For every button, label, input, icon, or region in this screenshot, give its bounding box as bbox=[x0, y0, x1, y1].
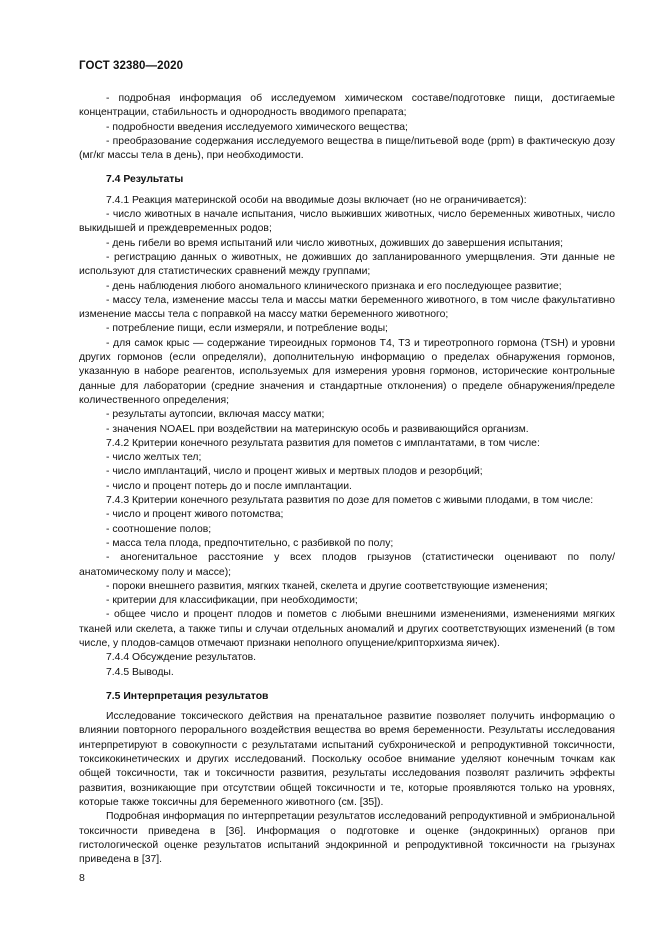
list-item: - критерии для классификации, при необходимости; bbox=[106, 595, 358, 607]
list-item: - число желтых тел; bbox=[106, 452, 202, 464]
list-item: - пороки внешнего развития, мягких тканей, скелета и другие соответствующие изменения; bbox=[106, 580, 548, 592]
document-body bbox=[79, 92, 615, 867]
clause-7-4-5: 7.4.5 Выводы. bbox=[106, 666, 174, 678]
list-item: - число имплантаций, число и процент живых и мертвых плодов и резорбций; bbox=[106, 466, 483, 478]
list-item: - день наблюдения любого аномального клинического признака и его последующее развитие; bbox=[106, 280, 562, 292]
page-header-standard: ГОСТ 32380—2020 bbox=[79, 60, 184, 72]
list-item: - число и процент живого потомства; bbox=[106, 509, 284, 521]
section-7-5-paragraph-1: Исследование токсического действия на пренатальное развитие позволяет получить информацию о влиянии повторного перорального воздействия вещества во время беременности. Результаты исследования интерпретируют в совокупности с результатами испытаний субхронической и репродуктивной токсичности, токсикокинетических и других исследований. Поскольку особое внимание уделяют конечным точкам как общей токсичности, так и токсичности развития, результаты исследования позволят различить эффекты развития, возникающие при отсутствии общей токсичности и те, которые проявляются только на уровнях, которые также токсичны для беременного животного (см. [35]). bbox=[79, 711, 615, 808]
clause-7-4-2-title: 7.4.2 Критерии конечного результата развития для пометов с имплантатами, в том числе: bbox=[106, 437, 540, 449]
list-item: - общее число и процент плодов и пометов с любыми внешними изменениями, изменениями мягких тканей или скелета, а также типы и случаи отдельных аномалий и других соответствующих изменений (в том числе, у плодов-самцов отмечают признаки неполного опущение/крипторхизма яичек). bbox=[79, 609, 615, 649]
clause-7-4-4: 7.4.4 Обсуждение результатов. bbox=[106, 652, 257, 664]
section-7-4-title: 7.4 Результаты bbox=[106, 174, 184, 186]
section-7-5-title: 7.5 Интерпретация результатов bbox=[106, 690, 269, 702]
section-7-5-paragraph-2: Подробная информация по интерпретации результатов исследований репродуктивной и эмбриональной токсичности приведена в [36]. Информация о подготовке и оценке (эндокринных) органов при гистологической оценке результатов испытаний эндокринной и репродуктивной токсичности на грызунах приведена в [37]. bbox=[79, 811, 615, 866]
list-item: - число животных в начале испытания, число выживших животных, число беременных животных, число выкидышей и преждевременных родов; bbox=[79, 209, 615, 235]
clause-7-4-3-title: 7.4.3 Критерии конечного результата развития по дозе для пометов с живыми плодами, в том числе: bbox=[106, 495, 594, 507]
list-item: - потребление пищи, если измеряли, и потребление воды; bbox=[106, 323, 388, 335]
page-number: 8 bbox=[79, 872, 85, 884]
list-item: - результаты аутопсии, включая массу матки; bbox=[106, 409, 325, 421]
clause-7-4-1-title: 7.4.1 Реакция материнской особи на вводимые дозы включает (но не ограничивается): bbox=[106, 194, 527, 206]
list-item: - для самок крыс — содержание тиреоидных гормонов Т4, Т3 и тиреотропного гормона (TSH) и уровни других гормонов (если определяли), дополнительную информацию о пределах обнаружения гормонов, указанную в наборе реагентов, используемых для измерения уровня гормонов, исторические контрольные данные для лаборатории (средние значения и стандартные отклонения) о пределе обнаружения/пределе количественного определения; bbox=[79, 337, 615, 406]
list-item: - массу тела, изменение массы тела и массы матки беременного животного, в том числе факультативно изменение массы тела с поправкой на массу матки беременного животного; bbox=[79, 294, 615, 321]
list-item: - значения NOAEL при воздействии на материнскую особь и развивающийся организм. bbox=[106, 423, 529, 435]
intro-item-3: - преобразование содержания исследуемого вещества в пище/питьевой воде (ppm) в фактическую дозу (мг/кг массы тела в день), при необходимости. bbox=[79, 135, 615, 162]
list-item: - регистрацию данных о животных, не доживших до запланированного умерщвления. Эти данные не используют для статистических сравнений между группами; bbox=[79, 251, 615, 278]
intro-item-2: - подробности введения исследуемого химического вещества; bbox=[106, 121, 408, 133]
list-item: - соотношение полов; bbox=[106, 523, 212, 535]
list-item: - аногенитальное расстояние у всех плодов грызунов (статистически оценивают по полу/анатомическому полу и массе); bbox=[79, 552, 615, 578]
intro-item-1: - подробная информация об исследуемом химическом составе/подготовке пищи, достигаемые концентрации, стабильность и однородность вводимого препарата; bbox=[79, 93, 615, 119]
list-item: - день гибели во время испытаний или число животных, доживших до завершения испытания; bbox=[106, 237, 564, 249]
list-item: - число и процент потерь до и после имплантации. bbox=[106, 480, 352, 492]
list-item: - масса тела плода, предпочтительно, с разбивкой по полу; bbox=[106, 537, 394, 549]
